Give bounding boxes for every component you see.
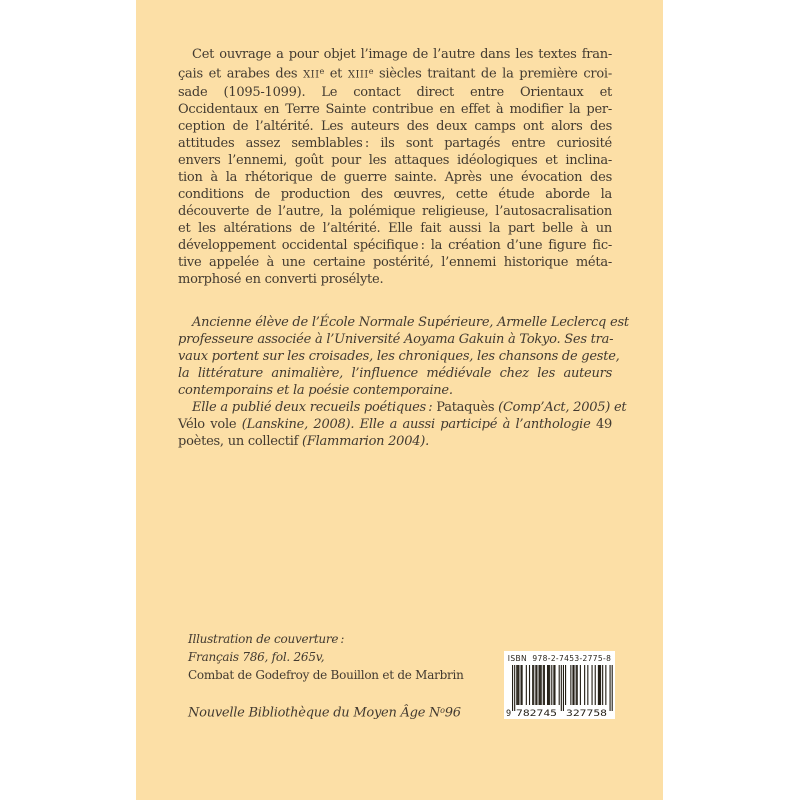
text-segment: o bbox=[440, 706, 445, 715]
text-segment: XIII bbox=[347, 69, 369, 81]
text-line bbox=[188, 666, 518, 684]
text-segment: XII bbox=[303, 69, 320, 81]
text-segment: Français 786, fol. 265v, bbox=[188, 650, 325, 664]
text-segment: tion à la rhétorique de guerre sainte. Après une évocation des bbox=[178, 169, 612, 185]
text-line bbox=[178, 220, 612, 237]
text-line bbox=[178, 152, 612, 169]
text-line bbox=[178, 399, 627, 416]
text-segment: Elle a publié deux recueils poétiques : bbox=[192, 400, 437, 415]
text-line bbox=[178, 46, 612, 63]
text-segment: contemporains et la poésie contemporaine. bbox=[178, 383, 453, 398]
text-segment: vaux portent sur les croisades, les chroniques, les chansons de geste, bbox=[178, 349, 620, 364]
text-segment: Vélo vole bbox=[178, 417, 237, 432]
text-line bbox=[178, 101, 612, 118]
text-line bbox=[178, 237, 612, 254]
text-segment: découverte de l’autre, la polémique religieuse, l’autosacralisation bbox=[178, 203, 612, 219]
author-bio-paragraph bbox=[178, 314, 629, 450]
text-line bbox=[178, 118, 612, 135]
text-segment: envers l’ennemi, goût pour les attaques idéologiques et inclina- bbox=[178, 152, 612, 168]
text-segment: sade (1095-1099). Le contact direct entre Orientaux et bbox=[178, 84, 612, 100]
text-line bbox=[178, 84, 612, 101]
text-segment: conditions de production des œuvres, cette étude aborde la bbox=[178, 186, 612, 202]
text-line bbox=[188, 702, 518, 723]
text-line bbox=[178, 433, 612, 450]
text-segment: 96 bbox=[444, 705, 461, 721]
text-line bbox=[178, 416, 612, 433]
text-line bbox=[178, 135, 612, 152]
text-segment: Occidentaux en Terre Sainte contribue en effet à modifier la per- bbox=[178, 101, 612, 117]
text-segment: 49 bbox=[595, 417, 612, 432]
text-segment: (Lanskine, 2008). Elle a aussi participé à l’anthologie bbox=[236, 417, 596, 432]
text-line bbox=[188, 630, 518, 648]
text-segment: Illustration de couverture : bbox=[188, 632, 345, 646]
text-segment: Nouvelle Bibliothèque du Moyen Âge N bbox=[188, 705, 441, 721]
text-segment: Pataquès bbox=[436, 400, 495, 415]
text-segment: e bbox=[368, 67, 374, 76]
text-segment: morphosé en converti prosélyte. bbox=[178, 271, 384, 287]
text-line bbox=[178, 331, 612, 348]
text-segment: professeure associée à l’Université Aoyama Gakuin à Tokyo. Ses tra- bbox=[178, 332, 614, 347]
text-segment: tive appelée à une certaine postérité, l’ennemi historique méta- bbox=[178, 254, 612, 270]
text-line bbox=[178, 254, 612, 271]
text-segment: attitudes assez semblables : ils sont partagés entre curiosité bbox=[178, 135, 612, 151]
text-line bbox=[178, 348, 620, 365]
text-line bbox=[178, 271, 612, 288]
text-segment: la littérature animalière, l’influence médiévale chez les auteurs bbox=[178, 366, 612, 381]
text-line bbox=[188, 648, 518, 666]
isbn-label: ISBN 978-2-7453-2775-8 bbox=[507, 654, 612, 663]
text-segment: poètes, un collectif bbox=[178, 434, 299, 449]
ean13-bars-icon bbox=[506, 665, 613, 718]
text-segment: développement occidental spécifique : la création d’une figure fic- bbox=[178, 237, 612, 253]
text-segment: et les altérations de l’altérité. Elle fait aussi la part belle à un bbox=[178, 220, 612, 236]
synopsis-paragraph bbox=[178, 46, 612, 288]
text-line bbox=[178, 314, 629, 331]
text-line bbox=[178, 382, 612, 399]
isbn-barcode bbox=[504, 651, 615, 719]
text-segment: et bbox=[324, 66, 348, 82]
text-segment: Cet ouvrage a pour objet l’image de l’autre dans les textes fran- bbox=[192, 47, 612, 62]
cover-illustration-credit bbox=[188, 630, 518, 684]
text-segment: Combat de Godefroy de Bouillon et de Marbrin bbox=[188, 668, 464, 682]
text-line bbox=[178, 365, 612, 382]
text-segment: (Flammarion 2004). bbox=[298, 434, 429, 449]
isbn-digits: 782745 bbox=[516, 709, 557, 718]
series-title bbox=[188, 702, 518, 723]
text-segment: (Comp’Act, 2005) et bbox=[494, 400, 627, 415]
text-segment: ception de l’altérité. Les auteurs des deux camps ont alors des bbox=[178, 118, 612, 134]
text-line bbox=[178, 169, 612, 186]
text-segment: e bbox=[319, 67, 324, 76]
text-line bbox=[178, 63, 612, 84]
text-segment: çais et arabes des bbox=[178, 66, 304, 82]
text-segment: Ancienne élève de l’École Normale Supérieure, Armelle Leclercq est bbox=[192, 315, 629, 330]
text-segment: siècles traitant de la première croi- bbox=[373, 66, 612, 82]
isbn-digits: 9 bbox=[506, 709, 512, 718]
text-line bbox=[178, 186, 612, 203]
isbn-digits: 327758 bbox=[566, 709, 607, 718]
book-back-cover bbox=[136, 0, 663, 800]
text-line bbox=[178, 203, 612, 220]
